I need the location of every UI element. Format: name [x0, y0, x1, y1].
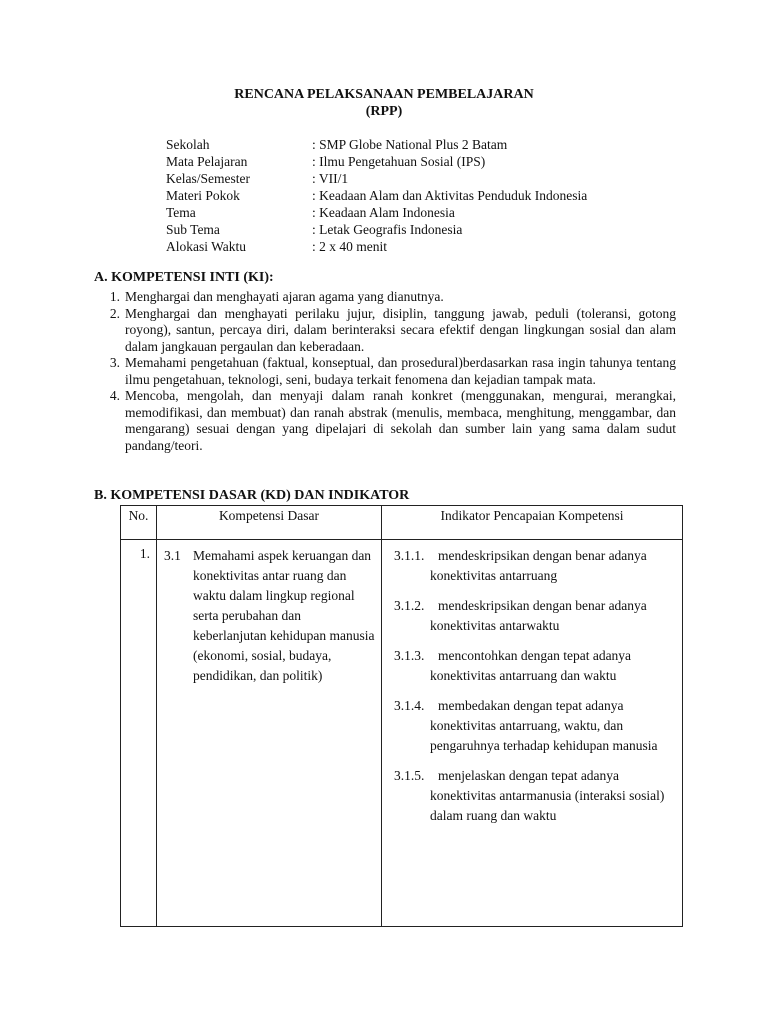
indicator-code: 3.1.4. [394, 698, 425, 713]
identity-value: : SMP Globe National Plus 2 Batam [312, 137, 508, 152]
competence-table [120, 505, 683, 927]
indicator-text-rest: konektivitas antarruang [430, 568, 558, 583]
kd-cell [157, 540, 382, 927]
identity-row-subtheme [166, 222, 666, 239]
indicator-text-rest: konektivitas antarmanusia (interaksi sosial) dalam ruang dan waktu [430, 788, 665, 823]
indicator-text-rest: konektivitas antarruang, waktu, dan pengaruhnya terhadap kehidupan manusia [430, 718, 658, 753]
list-item-number: 2. [109, 305, 120, 321]
table-header-row [121, 506, 683, 540]
identity-block [166, 137, 666, 256]
indicator-cell [382, 540, 683, 927]
list-item-text: Menghargai dan menghayati ajaran agama yang dianutnya. [125, 289, 444, 304]
indicator-code: 3.1.5. [394, 768, 425, 783]
identity-label: Alokasi Waktu [166, 239, 247, 254]
list-item-number: 4. [109, 388, 120, 403]
identity-label: Kelas/Semester [166, 171, 250, 186]
column-header-kd: Kompetensi Dasar [157, 506, 382, 540]
list-item-number: 1. [109, 289, 120, 304]
section-b-heading: B. KOMPETENSI DASAR (KD) DAN INDIKATOR [94, 488, 410, 503]
identity-label: Mata Pelajaran [166, 154, 248, 169]
identity-value: : 2 x 40 menit [312, 239, 387, 254]
identity-label: Materi Pokok [166, 188, 240, 203]
identity-row-school [166, 137, 666, 154]
indicator-text-first: mendeskripsikan dengan benar adanya [438, 548, 647, 563]
identity-row-class [166, 171, 666, 188]
list-item [94, 355, 676, 388]
list-item [94, 306, 676, 356]
document-title: RENCANA PELAKSANAAN PEMBELAJARAN [234, 87, 534, 102]
kd-code: 3.1 [164, 548, 181, 563]
list-item-text: Menghargai dan menghayati perilaku jujur, disiplin, tanggung jawab, peduli (toleransi, gotong royong), santun, percaya diri, dalam berinteraksi secara efektif dengan lingkungan sosial dan alam dalam jangkauan pergaulan dan keberadaan. [125, 305, 676, 354]
indicator-text-rest: konektivitas antarruang dan waktu [430, 668, 617, 683]
identity-row-subject [166, 154, 666, 171]
indicator-item [394, 596, 674, 636]
list-item-number: 3. [109, 355, 120, 370]
indicator-item [394, 766, 674, 826]
identity-value: : Keadaan Alam dan Aktivitas Penduduk Indonesia [312, 188, 588, 203]
identity-value: : Letak Geografis Indonesia [312, 222, 463, 237]
identity-row-material [166, 188, 666, 205]
list-item-text: Memahami pengetahuan (faktual, konseptual, dan prosedural)berdasarkan rasa ingin tahunya tentang ilmu pengetahuan, teknologi, seni, budaya terkait fenomena dan kejadian tampak mata. [125, 355, 676, 387]
indicator-text-first: menjelaskan dengan tepat adanya [438, 768, 620, 783]
indicator-text-first: membedakan dengan tepat adanya [438, 698, 624, 713]
identity-value: : Keadaan Alam Indonesia [312, 205, 455, 220]
identity-value: : Ilmu Pengetahuan Sosial (IPS) [312, 154, 486, 169]
kd-entry [164, 546, 375, 686]
indicator-text-first: mendeskripsikan dengan benar adanya [438, 598, 647, 613]
column-header-indicator: Indikator Pencapaian Kompetensi [382, 506, 683, 540]
list-item [94, 388, 676, 454]
identity-row-time [166, 239, 666, 256]
indicator-code: 3.1.1. [394, 548, 425, 563]
row-number: 1. [121, 540, 157, 927]
indicator-item [394, 696, 674, 756]
identity-value: : VII/1 [312, 171, 349, 186]
indicator-code: 3.1.3. [394, 648, 425, 663]
identity-label: Sub Tema [166, 222, 220, 237]
identity-label: Tema [166, 205, 196, 220]
kd-text: Memahami aspek keruangan dan konektivitas antar ruang dan waktu dalam lingkup regional serta perubahan dan keberlanjutan kehidupan manusia (ekonomi, sosial, budaya, pendidikan, dan politik) [193, 548, 375, 683]
identity-row-theme [166, 205, 666, 222]
section-a-heading: A. KOMPETENSI INTI (KI): [94, 270, 274, 285]
table-row [121, 540, 683, 927]
document-subtitle: (RPP) [365, 104, 403, 119]
indicator-code: 3.1.2. [394, 598, 425, 613]
indicator-text-rest: konektivitas antarwaktu [430, 618, 560, 633]
indicator-item [394, 646, 674, 686]
list-item-text: Mencoba, mengolah, dan menyaji dalam ranah konkret (menggunakan, mengurai, merangkai, memodifikasi, dan membuat) dan ranah abstrak (menulis, membaca, menghitung, menggambar, dan mengarang) sesuai dengan yang dipelajari di sekolah dan sumber lain yang sama dalam sudut pandang/teori. [125, 388, 676, 453]
identity-label: Sekolah [166, 137, 210, 152]
indicator-item [394, 546, 674, 586]
column-header-no: No. [121, 506, 157, 540]
indicator-text-first: mencontohkan dengan tepat adanya [438, 648, 632, 663]
core-competence-list [94, 289, 676, 454]
list-item [94, 289, 676, 306]
